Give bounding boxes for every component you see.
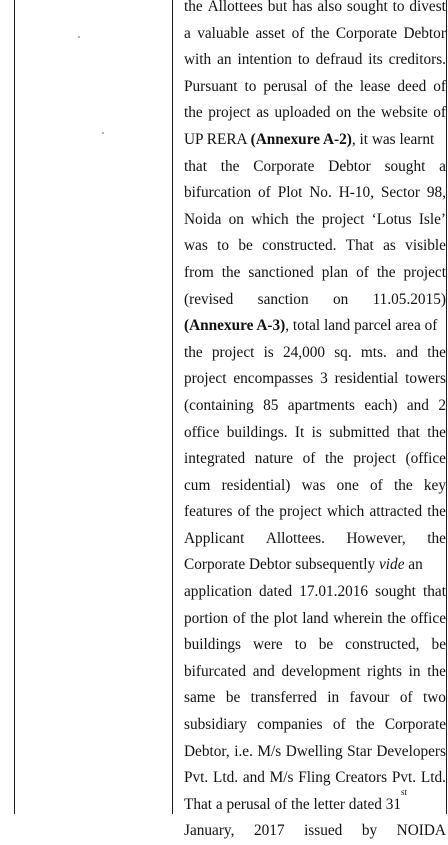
text-word: (office — [405, 450, 446, 468]
text-run: That a perusal of the letter dated 31 — [184, 795, 402, 813]
text-word: the — [356, 104, 376, 122]
table-border-middle — [172, 0, 173, 814]
text-word: on — [228, 210, 244, 228]
text-word: in — [408, 662, 421, 680]
text-line — [184, 579, 446, 606]
text-word: project — [403, 263, 446, 281]
text-word: the — [255, 503, 275, 521]
text-word: the — [427, 503, 446, 521]
text-word: Noida — [184, 210, 222, 228]
text-word: 17.01.2016 — [299, 583, 369, 601]
text-word: 3 — [320, 370, 328, 388]
text-word: residential) — [221, 476, 291, 494]
text-word: of — [237, 503, 251, 521]
text-line — [184, 446, 446, 473]
text-word: by — [361, 822, 378, 840]
text-word: application — [184, 583, 252, 601]
text-word: perusal — [263, 77, 308, 95]
text-word: a — [439, 157, 446, 175]
text-word: 2 — [438, 396, 446, 414]
text-word: Developers — [376, 742, 446, 760]
text-word: to — [392, 0, 405, 15]
text-line — [184, 366, 446, 393]
text-word: buildings. — [226, 423, 288, 441]
text-line — [184, 818, 446, 845]
body-text-cell — [184, 0, 446, 845]
text-word: its — [368, 51, 383, 69]
text-word: on — [332, 290, 349, 308]
text-word: but — [267, 0, 288, 15]
text-line — [184, 154, 446, 181]
text-word: the — [325, 450, 344, 468]
text-word: January, — [184, 822, 235, 840]
text-word: bifurcated — [184, 662, 247, 680]
text-word: sought — [384, 157, 426, 175]
text-word: the — [387, 609, 406, 627]
text-word: Creators — [335, 769, 388, 787]
text-word: sought — [375, 583, 416, 601]
text-word: That — [345, 237, 374, 255]
text-word: H-10, — [338, 184, 374, 202]
text-word: Dwelling — [285, 742, 343, 760]
text-line — [184, 526, 446, 553]
text-word: plot — [273, 609, 298, 627]
text-word: companies — [257, 716, 323, 734]
text-word: the — [295, 210, 315, 228]
text-word: from — [184, 263, 214, 281]
text-word: buildings — [184, 636, 241, 654]
text-word: a — [184, 24, 191, 42]
text-word: (containing — [184, 396, 254, 414]
text-word: (revised — [184, 290, 234, 308]
text-line — [184, 207, 446, 234]
text-word: on — [336, 104, 352, 122]
text-word: that — [184, 157, 207, 175]
text-word: visible — [405, 237, 446, 255]
text-word: in — [327, 689, 340, 707]
text-line — [184, 739, 446, 766]
text-word: of — [433, 77, 446, 95]
text-word: nature — [254, 450, 294, 468]
text-word: the — [221, 263, 241, 281]
text-word: cum — [184, 476, 211, 494]
text-line — [184, 180, 446, 207]
text-word: asset — [255, 24, 286, 42]
text-word: Plot — [277, 184, 303, 202]
text-word: Ltd. — [420, 769, 446, 787]
text-word: of — [232, 609, 246, 627]
text-line — [184, 499, 446, 526]
text-run: Corporate Debtor subsequently — [184, 556, 379, 574]
bold-reference: (Annexure A-2) — [250, 130, 352, 148]
text-line — [184, 552, 446, 579]
text-word: project — [208, 104, 251, 122]
text-word: be — [238, 237, 253, 255]
text-word: is — [311, 423, 322, 441]
text-line — [184, 21, 446, 48]
text-word: Pvt. — [391, 769, 417, 787]
text-word: an — [217, 51, 232, 69]
text-word: be — [431, 636, 446, 654]
text-line — [184, 606, 446, 633]
text-line — [184, 313, 446, 340]
text-line — [184, 340, 446, 367]
text-word: However, — [346, 529, 406, 547]
text-word: deed — [397, 77, 427, 95]
text-word: of — [356, 263, 369, 281]
ordinal-suffix: st — [401, 786, 408, 797]
text-word: as — [383, 237, 396, 255]
text-line — [184, 393, 446, 420]
text-word: project — [279, 503, 322, 521]
text-word: Isle’ — [418, 210, 446, 228]
text-word: intention — [237, 51, 292, 69]
text-word: key — [423, 476, 446, 494]
text-word: i.e. — [234, 742, 253, 760]
text-word: is — [263, 343, 274, 361]
text-word: issued — [304, 822, 343, 840]
text-word: to — [297, 51, 310, 69]
text-word: residential — [334, 370, 399, 388]
text-word: subsidiary — [184, 716, 247, 734]
text-word: sought — [346, 0, 388, 15]
text-word: portion — [184, 609, 229, 627]
text-word: sanctioned — [248, 263, 314, 281]
text-word: the — [393, 476, 413, 494]
text-word: project — [321, 210, 365, 228]
text-word: the — [310, 24, 330, 42]
text-word: the — [427, 529, 446, 547]
text-line — [184, 0, 446, 21]
text-word: Fling — [298, 769, 331, 787]
text-word: bifurcation — [184, 184, 252, 202]
text-run: , total land parcel area of — [285, 317, 438, 335]
text-word: 24,000 — [282, 343, 326, 361]
text-word: Allottees — [207, 0, 263, 15]
text-word: be — [318, 636, 334, 654]
text-word: the — [184, 343, 203, 361]
text-word: to — [244, 77, 257, 95]
text-word: of — [291, 24, 305, 42]
text-word: sq. — [334, 343, 352, 361]
text-word: of — [258, 184, 271, 202]
text-line — [184, 632, 446, 659]
text-word: defraud — [315, 51, 363, 69]
text-word: M/s — [269, 769, 294, 787]
text-word: 11.05.2015) — [372, 290, 446, 308]
text-run: , it was learnt — [351, 130, 435, 148]
text-word: of — [399, 689, 413, 707]
text-word: were — [252, 636, 283, 654]
text-word: 85 — [263, 396, 279, 414]
text-word: creditors. — [388, 51, 446, 69]
text-run: UP RERA — [184, 130, 251, 148]
text-word: project — [184, 370, 227, 388]
text-word: the — [220, 157, 240, 175]
text-word: and — [406, 396, 429, 414]
text-line — [184, 127, 446, 154]
text-line — [184, 260, 446, 287]
text-word: Pursuant — [184, 77, 238, 95]
table-border-right — [446, 0, 447, 814]
text-word: development — [281, 662, 361, 680]
text-word: encompasses — [233, 370, 314, 388]
text-word: two — [422, 689, 446, 707]
text-word: project — [211, 343, 255, 361]
text-word: of — [302, 450, 316, 468]
text-word: of — [332, 716, 346, 734]
text-word: of — [433, 104, 446, 122]
text-word: constructed. — [262, 237, 337, 255]
text-line — [184, 659, 446, 686]
text-word: divest — [409, 0, 446, 15]
text-word: sanction — [257, 290, 309, 308]
scan-speck — [102, 132, 104, 134]
text-word: 98, — [426, 184, 446, 202]
text-word: Debtor — [328, 157, 371, 175]
text-word: was — [301, 476, 326, 494]
text-word: Debtor — [403, 24, 446, 42]
text-word: Debtor, — [184, 742, 230, 760]
text-word: has — [292, 0, 313, 15]
text-word: also — [317, 0, 343, 15]
text-line — [184, 100, 446, 127]
text-word: M/s — [257, 742, 282, 760]
text-word: Corporate — [384, 716, 446, 734]
text-word: same — [184, 689, 216, 707]
text-word: attracted — [369, 503, 423, 521]
text-word: plan — [321, 263, 349, 281]
text-word: project — [353, 450, 396, 468]
text-word: and — [395, 343, 419, 361]
text-line — [184, 712, 446, 739]
text-word: of — [314, 77, 328, 95]
text-word: favour — [349, 689, 390, 707]
text-word: land — [302, 609, 329, 627]
text-word: No. — [309, 184, 332, 202]
text-line — [184, 74, 446, 101]
text-word: and — [252, 662, 275, 680]
text-word: office — [184, 423, 220, 441]
italic-term: vide — [379, 556, 405, 574]
text-word: Star — [347, 742, 372, 760]
text-word: 2017 — [253, 822, 285, 840]
text-word: lease — [359, 77, 391, 95]
text-word: Ltd. — [212, 769, 239, 787]
text-word: apartments — [287, 396, 355, 414]
text-word: Corporate — [335, 24, 398, 42]
text-line — [184, 47, 446, 74]
text-word: the — [334, 77, 353, 95]
text-word: with — [184, 51, 212, 69]
text-word: office — [410, 609, 446, 627]
text-word: the — [427, 423, 446, 441]
text-word: features — [184, 503, 233, 521]
text-word: which — [326, 503, 365, 521]
text-word: and — [242, 769, 265, 787]
text-line — [184, 420, 446, 447]
text-line — [184, 287, 446, 314]
text-word: the — [355, 716, 375, 734]
text-word: Applicant — [184, 529, 245, 547]
text-word: to — [294, 636, 307, 654]
text-word: that — [423, 583, 446, 601]
text-word: Allottees. — [265, 529, 325, 547]
text-word: website — [381, 104, 428, 122]
text-word: as — [256, 104, 269, 122]
text-word: submitted — [329, 423, 390, 441]
text-word: towers — [405, 370, 446, 388]
text-word: uploaded — [274, 104, 331, 122]
text-line — [184, 473, 446, 500]
text-line — [184, 233, 446, 260]
text-word: Sector — [380, 184, 420, 202]
text-word: mts. — [360, 343, 387, 361]
text-word: the — [427, 343, 446, 361]
text-word: constructed, — [345, 636, 420, 654]
text-word: It — [294, 423, 305, 441]
text-word: rights — [367, 662, 402, 680]
text-run: an — [404, 556, 423, 574]
text-word: Pvt. — [184, 769, 209, 787]
table-border-left — [14, 0, 15, 814]
scan-speck — [78, 36, 80, 38]
text-word: to — [217, 237, 230, 255]
text-word: NOIDA — [396, 822, 446, 840]
text-word: each) — [364, 396, 398, 414]
text-word: that — [396, 423, 420, 441]
bold-reference: (Annexure A-3) — [184, 317, 286, 335]
text-word: transferred — [250, 689, 317, 707]
text-word: the — [250, 609, 270, 627]
text-word: Corporate — [253, 157, 315, 175]
text-line — [184, 786, 446, 819]
text-word: the — [427, 662, 446, 680]
text-word: which — [251, 210, 289, 228]
text-word: was — [184, 237, 208, 255]
text-word: integrated — [184, 450, 246, 468]
text-word: the — [184, 104, 203, 122]
text-word: ‘Lotus — [371, 210, 412, 228]
text-word: be — [225, 689, 241, 707]
text-word: wherein — [333, 609, 383, 627]
text-word: the — [184, 0, 203, 15]
text-word: one — [336, 476, 359, 494]
text-word: of — [369, 476, 383, 494]
text-word: the — [376, 263, 396, 281]
text-word: dated — [259, 583, 293, 601]
text-word: valuable — [197, 24, 250, 42]
text-line — [184, 685, 446, 712]
